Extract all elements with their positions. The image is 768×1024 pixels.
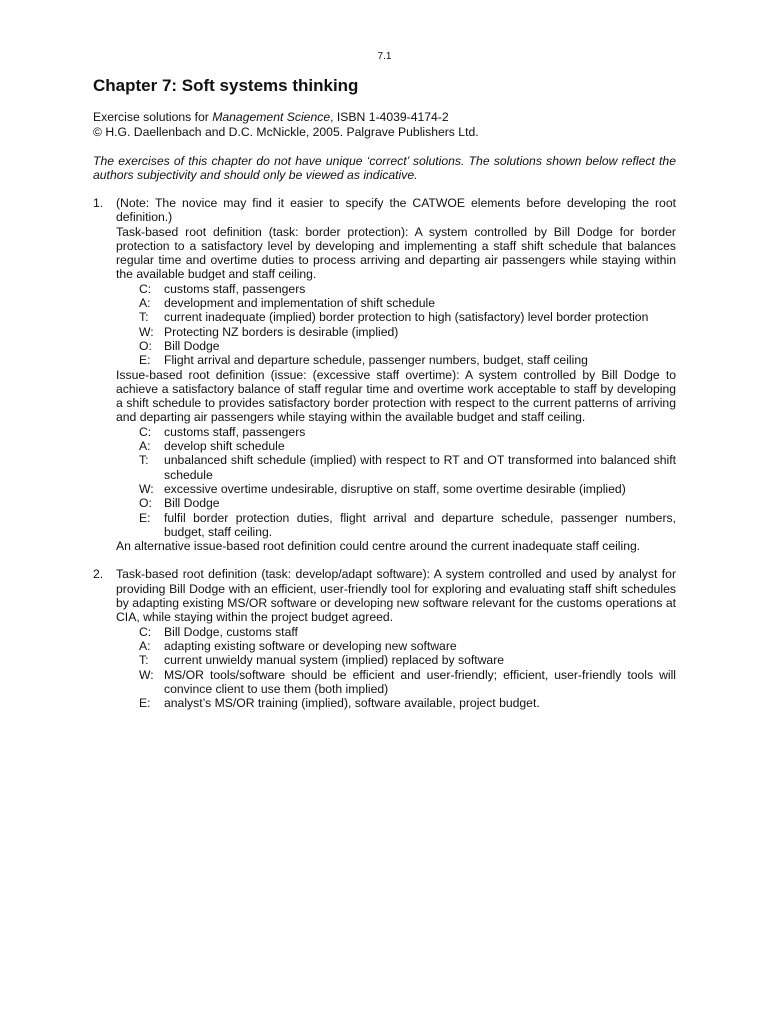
catwoe-key: E: [139, 353, 151, 368]
catwoe-value: customs staff, passengers [164, 424, 306, 439]
catwoe-item [139, 482, 676, 496]
publication-prefix: Exercise solutions for [93, 110, 213, 124]
catwoe-key: W: [139, 667, 154, 682]
catwoe-value: analyst’s MS/OR training (implied), software available, project budget. [164, 696, 540, 711]
catwoe-item [139, 653, 676, 667]
catwoe-key: C: [139, 281, 152, 296]
catwoe-value: Bill Dodge [164, 338, 220, 353]
catwoe-value: Flight arrival and departure schedule, passenger numbers, budget, staff ceiling [164, 353, 588, 368]
catwoe-value: adapting existing software or developing new software [164, 638, 457, 653]
catwoe-key: C: [139, 624, 152, 639]
catwoe-item [139, 453, 676, 482]
catwoe-value: Bill Dodge, customs staff [164, 624, 298, 639]
page-number: 7.1 [377, 51, 392, 62]
catwoe-key: E: [139, 510, 151, 525]
catwoe-item [139, 696, 676, 710]
catwoe-item [139, 296, 676, 310]
intro-note: The exercises of this chapter do not have unique ‘correct’ solutions. The solutions shown below reflect the authors subjectivity and should only be viewed as indicative. [93, 154, 676, 182]
exercise-number: 2. [93, 567, 104, 582]
catwoe-key: A: [139, 296, 151, 311]
catwoe-key: T: [139, 310, 149, 325]
catwoe-item [139, 668, 676, 697]
catwoe-item [139, 310, 676, 324]
exercise-list [93, 196, 676, 710]
catwoe-item [139, 639, 676, 653]
publication-line-1 [93, 110, 479, 125]
exercise-number: 1. [93, 196, 104, 210]
catwoe-key: C: [139, 424, 152, 439]
book-title: Management Science [212, 110, 331, 124]
catwoe-item [139, 339, 676, 353]
exercise-1 [93, 196, 676, 553]
isbn: , ISBN 1-4039-4174-2 [330, 110, 449, 124]
chapter-title: Chapter 7: Soft systems thinking [93, 76, 359, 95]
catwoe-key: O: [139, 496, 152, 511]
catwoe-item [139, 625, 676, 639]
catwoe-key: A: [139, 439, 151, 454]
catwoe-list [139, 625, 676, 711]
catwoe-item [139, 439, 676, 453]
catwoe-key: T: [139, 653, 149, 668]
catwoe-value: Bill Dodge [164, 496, 220, 511]
catwoe-value: current unwieldy manual system (implied) replaced by software [164, 653, 505, 668]
root-definition-paragraph: Task-based root definition (task: develop/adapt software): A system controlled and used by analyst for providing Bill Dodge with an efficient, user-friendly tool for exploring and evaluating staff shift schedules by adapting existing MS/OR software or developing new software relevant for the customs operations at CIA, while staying within the project budget agreed. [116, 567, 676, 625]
exercise-2 [93, 567, 676, 710]
copyright-line: © H.G. Daellenbach and D.C. McNickle, 2005. Palgrave Publishers Ltd. [93, 125, 479, 139]
catwoe-value: Protecting NZ borders is desirable (implied) [164, 324, 399, 339]
catwoe-item [139, 325, 676, 339]
catwoe-key: O: [139, 338, 152, 353]
catwoe-item [139, 496, 676, 510]
catwoe-key: W: [139, 324, 154, 339]
catwoe-item [139, 282, 676, 296]
catwoe-value: customs staff, passengers [164, 281, 306, 296]
catwoe-key: E: [139, 696, 151, 711]
catwoe-value: current inadequate (implied) border protection to high (satisfactory) level border protection [164, 310, 649, 325]
root-definition-paragraph: (Note: The novice may find it easier to specify the CATWOE elements before developing the root definition.) [116, 196, 676, 225]
catwoe-item [139, 511, 676, 540]
catwoe-value: develop shift schedule [164, 439, 285, 454]
catwoe-value: fulfil border protection duties, flight arrival and departure schedule, passenger numbers, budget, staff ceiling. [164, 510, 676, 539]
root-definition-paragraph: Issue-based root definition (issue: (excessive staff overtime): A system controlled by Bill Dodge to achieve a satisfactory balance of staff regular time and overtime work acceptable to staff by developing a shift schedule to provides satisfactory border protection with respect to the current patterns of arriving and departing air passengers while staying within the available budget and staff ceiling. [116, 367, 676, 425]
root-definition-paragraph: Task-based root definition (task: border protection): A system controlled by Bill Dodge for border protection to a satisfactory level by developing and implementing a staff shift schedule that balances regular time and overtime duties to process arriving and departing air passengers while staying within the available budget and staff ceiling. [116, 224, 676, 282]
catwoe-list [139, 282, 676, 368]
catwoe-value: excessive overtime undesirable, disruptive on staff, some overtime desirable (implied) [164, 481, 626, 496]
catwoe-item [139, 353, 676, 367]
catwoe-key: T: [139, 453, 149, 468]
catwoe-list [139, 425, 676, 539]
root-definition-paragraph: An alternative issue-based root definition could centre around the current inadequate staff ceiling. [116, 539, 641, 554]
publication-info [93, 110, 479, 140]
catwoe-key: W: [139, 481, 154, 496]
catwoe-value: unbalanced shift schedule (implied) with respect to RT and OT transformed into balanced shift schedule [164, 453, 676, 482]
catwoe-item [139, 425, 676, 439]
catwoe-value: MS/OR tools/software should be efficient and user-friendly; efficient, user-friendly tools will convince client to use them (both implied) [164, 667, 676, 696]
catwoe-key: A: [139, 638, 151, 653]
catwoe-value: development and implementation of shift schedule [164, 296, 435, 311]
